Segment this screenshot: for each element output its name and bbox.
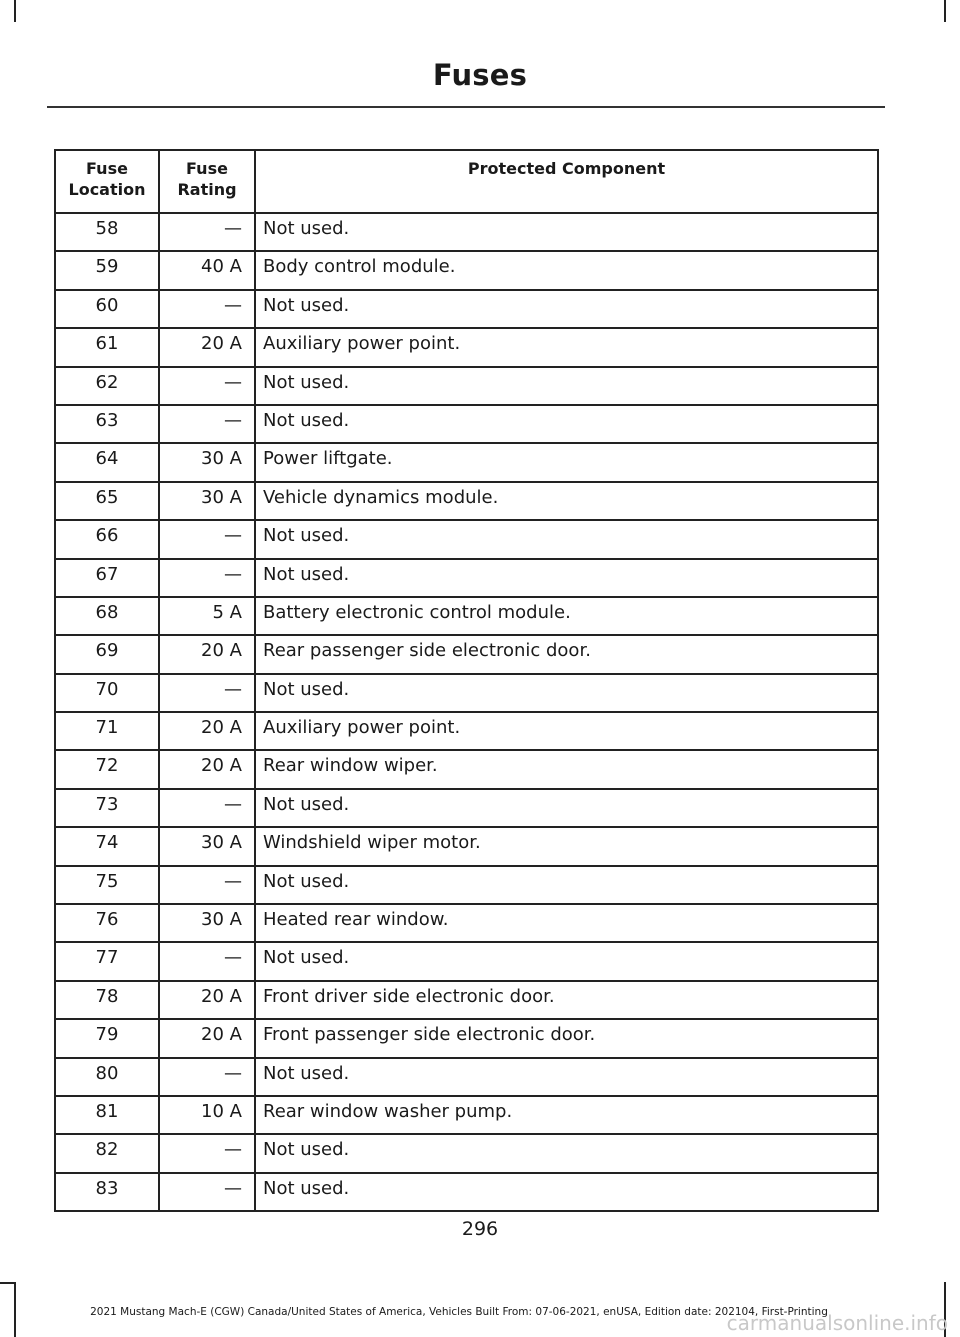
fuse-location-cell: 77	[55, 942, 159, 980]
page-number: 296	[461, 1218, 499, 1240]
fuse-rating-value: —	[224, 1177, 242, 1199]
fuse-rating-cell	[159, 597, 255, 635]
crop-mark-top-left	[14, 0, 16, 22]
fuse-location-cell: 82	[55, 1134, 159, 1172]
fuse-location-cell: 61	[55, 328, 159, 366]
fuse-rating-value: 30 A	[201, 909, 242, 931]
protected-component-cell: Heated rear window.	[255, 904, 878, 942]
fuse-rating-cell	[159, 750, 255, 788]
protected-component-cell: Windshield wiper motor.	[255, 827, 878, 865]
fuse-rating-cell	[159, 482, 255, 520]
table-row	[55, 827, 878, 865]
fuse-rating-cell	[159, 1134, 255, 1172]
protected-component-cell: Not used.	[255, 866, 878, 904]
fuse-rating-value: —	[224, 371, 242, 393]
table-row	[55, 1134, 878, 1172]
fuse-rating-value: 20 A	[201, 333, 242, 355]
protected-component-cell: Front passenger side electronic door.	[255, 1019, 878, 1057]
table-row	[55, 597, 878, 635]
protected-component-cell: Not used.	[255, 942, 878, 980]
fuse-rating-value: 20 A	[201, 755, 242, 777]
table-row	[55, 674, 878, 712]
fuse-rating-cell	[159, 328, 255, 366]
fuse-rating-cell	[159, 1173, 255, 1211]
fuse-rating-cell	[159, 789, 255, 827]
fuse-rating-value: —	[224, 563, 242, 585]
fuse-rating-value: 20 A	[201, 640, 242, 662]
fuse-rating-cell	[159, 405, 255, 443]
fuse-rating-cell	[159, 827, 255, 865]
crop-mark-bottom-left-h	[0, 1282, 16, 1284]
fuse-location-cell: 74	[55, 827, 159, 865]
crop-mark-top-right	[944, 0, 946, 22]
fuse-rating-cell	[159, 559, 255, 597]
fuse-rating-value: 30 A	[201, 832, 242, 854]
table-row	[55, 290, 878, 328]
fuse-location-cell: 64	[55, 443, 159, 481]
table-row	[55, 367, 878, 405]
table-row	[55, 1173, 878, 1211]
table-row	[55, 520, 878, 558]
fuse-location-cell: 80	[55, 1058, 159, 1096]
fuse-rating-cell	[159, 1058, 255, 1096]
fuse-rating-cell	[159, 712, 255, 750]
protected-component-cell: Not used.	[255, 1058, 878, 1096]
table-row	[55, 405, 878, 443]
protected-component-cell: Vehicle dynamics module.	[255, 482, 878, 520]
protected-component-cell: Front driver side electronic door.	[255, 981, 878, 1019]
protected-component-cell: Auxiliary power point.	[255, 328, 878, 366]
table-row	[55, 251, 878, 289]
table-row	[55, 942, 878, 980]
fuse-rating-value: 20 A	[201, 1024, 242, 1046]
fuse-rating-value: —	[224, 409, 242, 431]
fuse-rating-value: —	[224, 294, 242, 316]
fuse-rating-cell	[159, 904, 255, 942]
protected-component-cell: Rear passenger side electronic door.	[255, 635, 878, 673]
fuse-location-cell: 66	[55, 520, 159, 558]
document-footer: 2021 Mustang Mach-E (CGW) Canada/United States of America, Vehicles Built From: 07-06-2021, enUSA, Edition date: 202104, First-Printing	[90, 1306, 828, 1318]
fuse-location-cell: 76	[55, 904, 159, 942]
fuse-rating-cell	[159, 674, 255, 712]
protected-component-cell: Body control module.	[255, 251, 878, 289]
fuse-rating-cell	[159, 635, 255, 673]
fuse-rating-value: —	[224, 678, 242, 700]
fuse-location-cell: 70	[55, 674, 159, 712]
fuse-rating-value: —	[224, 1062, 242, 1084]
protected-component-cell: Battery electronic control module.	[255, 597, 878, 635]
column-header-rating: Fuse Rating	[159, 150, 255, 213]
protected-component-cell: Not used.	[255, 290, 878, 328]
fuse-location-cell: 58	[55, 213, 159, 251]
table-row	[55, 750, 878, 788]
fuse-rating-value: —	[224, 870, 242, 892]
fuse-location-cell: 73	[55, 789, 159, 827]
fuse-location-cell: 65	[55, 482, 159, 520]
fuse-rating-cell	[159, 290, 255, 328]
protected-component-cell: Not used.	[255, 1134, 878, 1172]
protected-component-cell: Rear window wiper.	[255, 750, 878, 788]
fuse-location-cell: 60	[55, 290, 159, 328]
fuse-rating-cell	[159, 942, 255, 980]
fuse-location-cell: 62	[55, 367, 159, 405]
protected-component-cell: Not used.	[255, 367, 878, 405]
fuse-rating-cell	[159, 1019, 255, 1057]
fuse-location-cell: 75	[55, 866, 159, 904]
fuse-rating-value: —	[224, 1139, 242, 1161]
table-row	[55, 559, 878, 597]
fuse-location-cell: 79	[55, 1019, 159, 1057]
fuse-location-cell: 71	[55, 712, 159, 750]
protected-component-cell: Auxiliary power point.	[255, 712, 878, 750]
table-row	[55, 213, 878, 251]
table-row	[55, 712, 878, 750]
table-row	[55, 328, 878, 366]
fuse-rating-cell	[159, 981, 255, 1019]
fuse-rating-value: —	[224, 525, 242, 547]
fuse-location-cell: 63	[55, 405, 159, 443]
table-header-row	[55, 150, 878, 213]
fuse-location-cell: 69	[55, 635, 159, 673]
fuse-location-cell: 81	[55, 1096, 159, 1134]
fuse-rating-value: 10 A	[201, 1100, 242, 1122]
protected-component-cell: Not used.	[255, 405, 878, 443]
protected-component-cell: Rear window washer pump.	[255, 1096, 878, 1134]
fuse-location-cell: 72	[55, 750, 159, 788]
fuse-rating-value: 30 A	[201, 486, 242, 508]
protected-component-cell: Not used.	[255, 213, 878, 251]
fuse-rating-cell	[159, 1096, 255, 1134]
fuse-rating-cell	[159, 213, 255, 251]
protected-component-cell: Not used.	[255, 674, 878, 712]
fuse-rating-value: 30 A	[201, 448, 242, 470]
protected-component-cell: Not used.	[255, 1173, 878, 1211]
table-row	[55, 1096, 878, 1134]
fuse-rating-cell	[159, 251, 255, 289]
column-header-location: Fuse Location	[55, 150, 159, 213]
table-row	[55, 789, 878, 827]
column-header-component: Protected Component	[255, 150, 878, 213]
page-title: Fuses	[432, 58, 528, 92]
fuse-rating-value: —	[224, 947, 242, 969]
protected-component-cell: Not used.	[255, 789, 878, 827]
fuse-location-cell: 78	[55, 981, 159, 1019]
fuse-location-cell: 68	[55, 597, 159, 635]
table-row	[55, 866, 878, 904]
table-row	[55, 1058, 878, 1096]
fuse-location-cell: 67	[55, 559, 159, 597]
fuse-rating-cell	[159, 443, 255, 481]
fuse-rating-value: —	[224, 793, 242, 815]
table-row	[55, 904, 878, 942]
title-divider	[47, 106, 885, 108]
watermark: carmanualsonline.info	[726, 1311, 948, 1335]
fuse-rating-value: 40 A	[201, 256, 242, 278]
fuse-rating-value: 20 A	[201, 717, 242, 739]
fuse-table	[54, 149, 879, 1212]
table-row	[55, 1019, 878, 1057]
fuse-rating-value: 5 A	[212, 601, 242, 623]
fuse-location-cell: 83	[55, 1173, 159, 1211]
fuse-rating-value: —	[224, 218, 242, 239]
table-row	[55, 981, 878, 1019]
protected-component-cell: Not used.	[255, 520, 878, 558]
fuse-location-cell: 59	[55, 251, 159, 289]
fuse-table-body	[55, 213, 878, 1211]
table-row	[55, 443, 878, 481]
table-row	[55, 635, 878, 673]
protected-component-cell: Not used.	[255, 559, 878, 597]
fuse-rating-cell	[159, 866, 255, 904]
fuse-rating-cell	[159, 367, 255, 405]
fuse-rating-cell	[159, 520, 255, 558]
table-row	[55, 482, 878, 520]
protected-component-cell: Power liftgate.	[255, 443, 878, 481]
fuse-rating-value: 20 A	[201, 985, 242, 1007]
